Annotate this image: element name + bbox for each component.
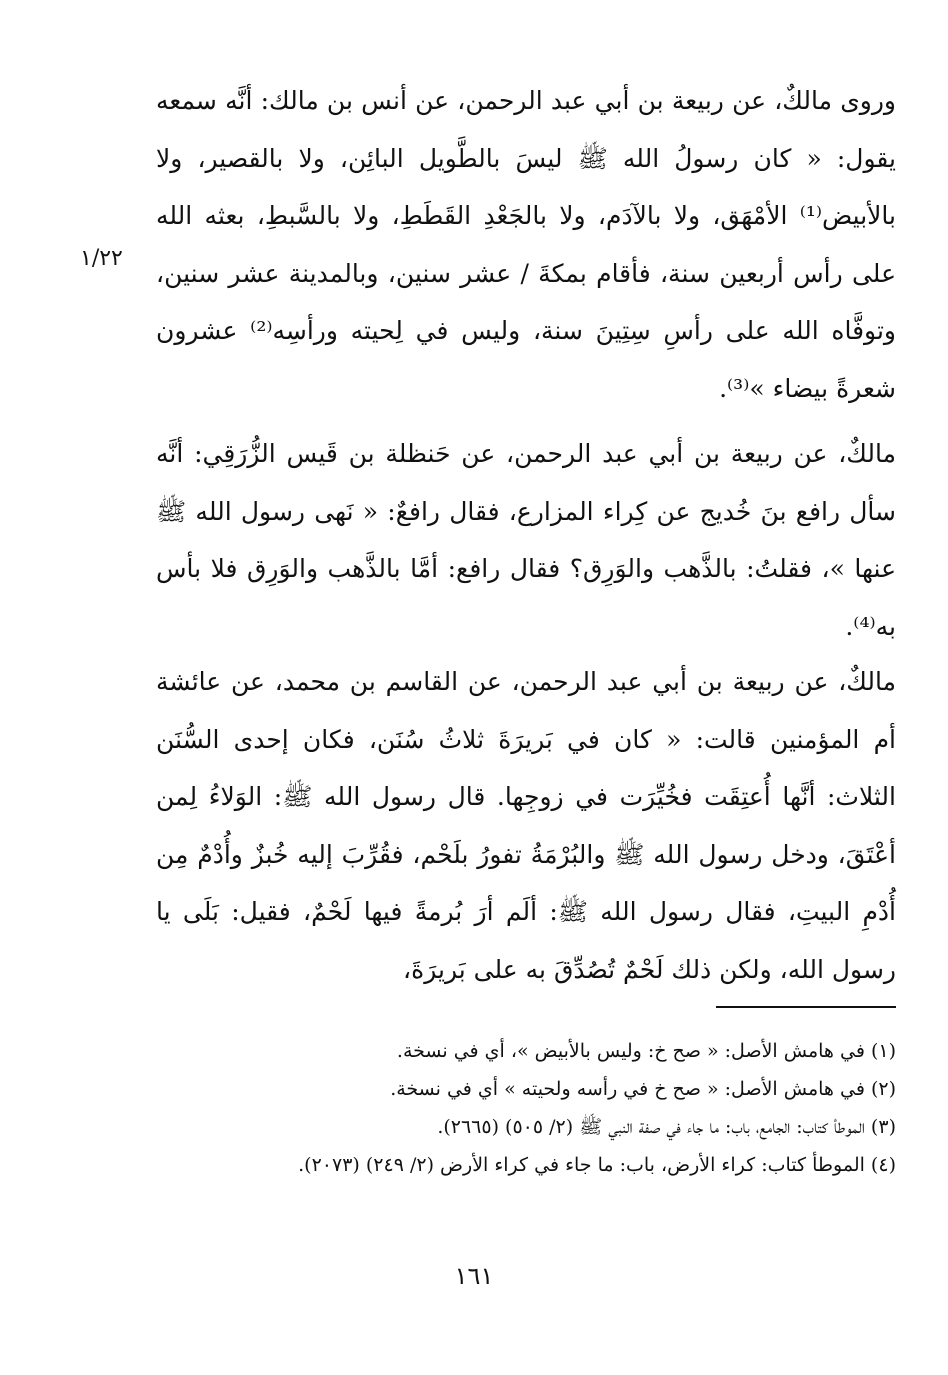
margin-reference: ١/٢٢	[80, 246, 123, 271]
paragraph-anas-hadith: وروى مالكٌ، عن ربيعة بن أبي عبد الرحمن، عن أنس بن مالك: أنَّه سمعه يقول: « كان رسولُ الله ﷺ ليسَ بالطَّويل البائِن، ولا بالقصير، ولا بالأبيض⁽¹⁾ الأمْهَق، ولا بالآدَم، ولا بالجَعْدِ القَطَطِ، ولا بالسَّبطِ، بعثه الله على رأس أربعين سنة، فأقام بمكةَ / عشر سنين، وبالمدينة عشر سنين، وتوفَّاه الله على رأسِ سِتِينَ سنة، وليس في لِحيته ورأسِه⁽²⁾ عشرون شعرةً بيضاء »⁽³⁾.	[156, 86, 896, 403]
footnote-3: (٣) الموطأ كتاب: الجامع، باب: ما جاء في صفة النبي ﷺ (٢/ ٥٠٥) (٢٦٦٥).	[437, 1116, 896, 1138]
paragraph-barira-hadith: مالكٌ، عن ربيعة بن أبي عبد الرحمن، عن القاسم بن محمد، عن عائشة أم المؤمنين قالت: « كان في بَريرَةَ ثلاثُ سُنَن، فكان إحدى السُّنَن الثلاث: أنَّها أُعتِقَت فخُيِّرَت في زوجِها. قال رسول الله ﷺ: الوَلاءُ لِمن أعْتَقَ، ودخل رسول الله ﷺ والبُرْمَةُ تفورُ بلَحْم، فقُرِّبَ إليه خُبزٌ وأُدْمٌ مِن أُدْمِ البيتِ، فقال رسول الله ﷺ: ألَم أرَ بُرمةً فيها لَحْمٌ، فقيل: بَلَى يا رسول الله، ولكن ذلك لَحْمٌ تُصُدِّقَ به على بَريرَةَ،	[156, 667, 896, 984]
footnote-4: (٤) الموطأ كتاب: كراء الأرض، باب: ما جاء في كراء الأرض (٢/ ٢٤٩) (٢٠٧٣).	[298, 1154, 896, 1176]
footnote-divider	[716, 1006, 896, 1008]
footnotes	[156, 1032, 896, 1184]
paragraph-rafi-hadith: مالكٌ، عن ربيعة بن أبي عبد الرحمن، عن حَنظلة بن قَيس الزُّرَقِي: أنَّه سأل رافع بنَ خُديج عن كِراء المزارع، فقال رافعٌ: « نَهى رسول الله ﷺ عنها »، فقلتُ: بالذَّهب والوَرِق؟ فقال رافع: أمَّا بالذَّهب والوَرِق فلا بأس به⁽⁴⁾.	[156, 439, 896, 641]
page-number: ١٦١	[454, 1262, 494, 1290]
footnote-2: (٢) في هامش الأصل: « صح خ في رأسه ولحيته » أي في نسخة.	[390, 1078, 896, 1100]
footnote-1: (١) في هامش الأصل: « صح خ: وليس بالأبيض »، أي في نسخة.	[396, 1040, 896, 1062]
